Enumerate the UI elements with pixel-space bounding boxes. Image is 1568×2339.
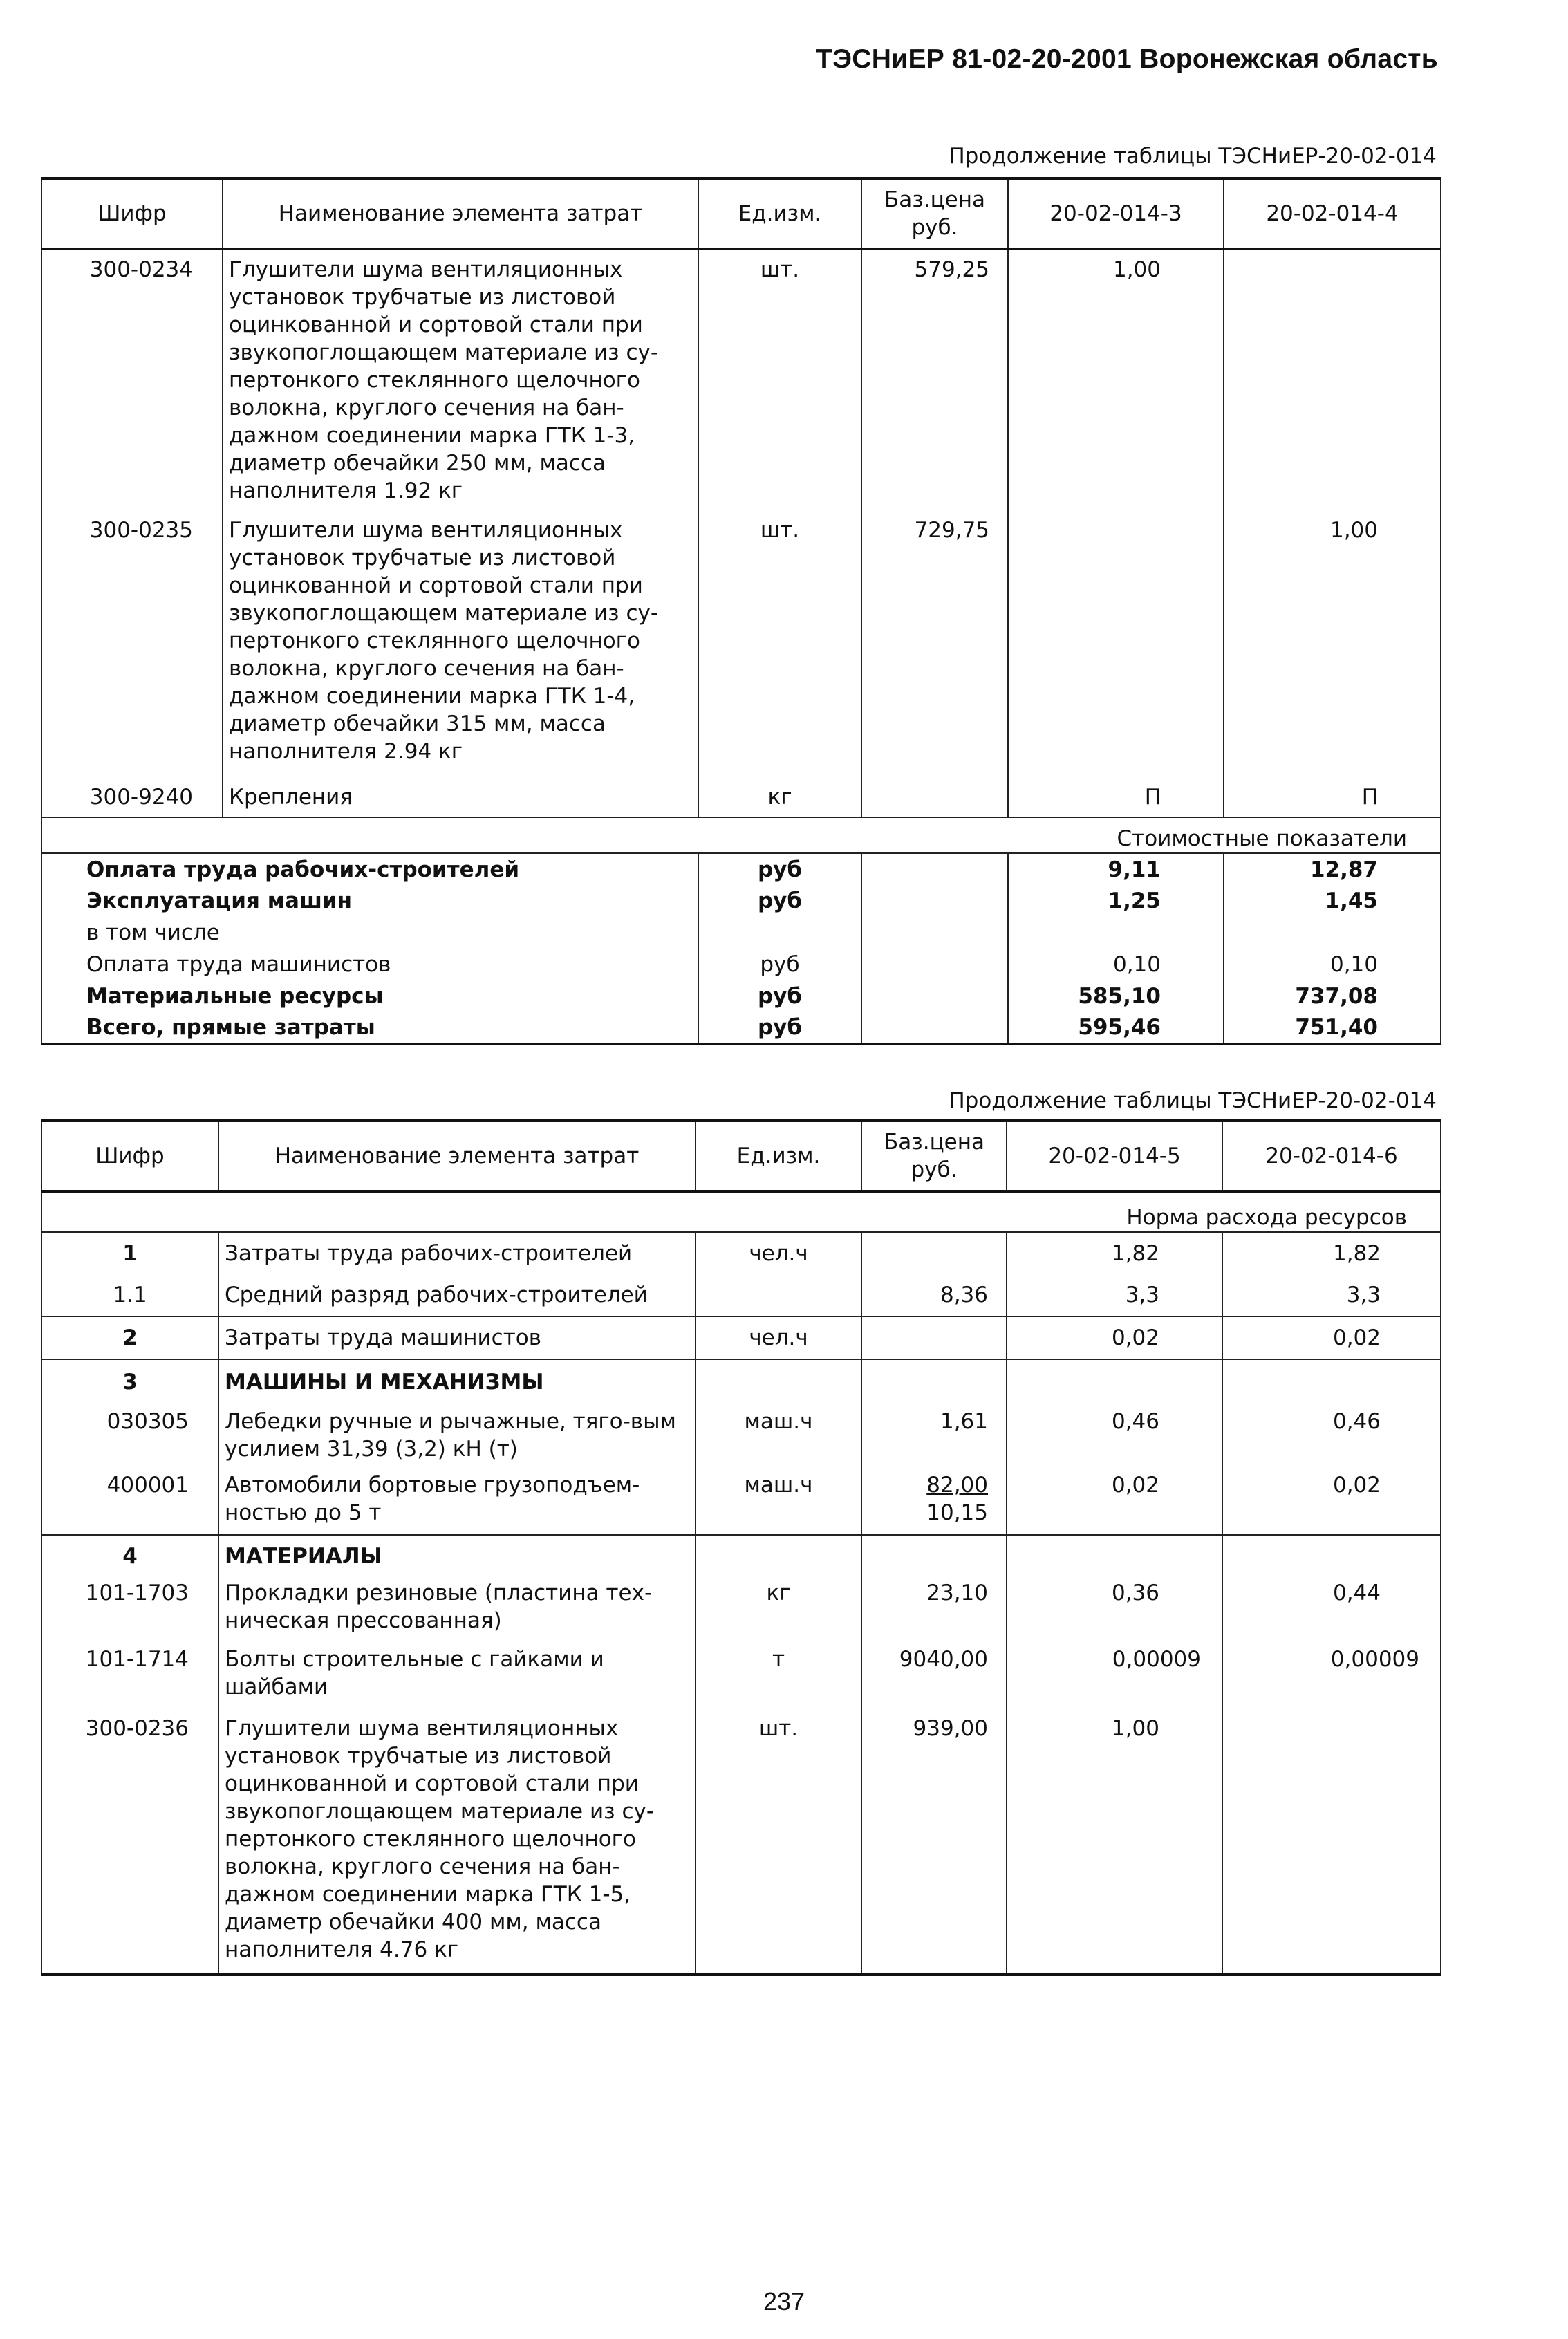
- summary-name: Эксплуатация машин: [41, 885, 698, 917]
- row-value-2: 1,00: [1224, 516, 1441, 783]
- summary-price: [861, 1012, 1008, 1044]
- row-value-1: П: [1008, 783, 1224, 817]
- row-code: 3: [41, 1359, 218, 1404]
- col-header-variant-6: 20-02-014-6: [1222, 1121, 1441, 1191]
- summary-name: Оплата труда машинистов: [41, 949, 698, 980]
- table2-header-row: [41, 1121, 1441, 1191]
- row-unit: [696, 1359, 861, 1404]
- row-value-2: 3,3: [1222, 1274, 1441, 1316]
- summary-row: [41, 980, 1441, 1012]
- row-code: 030305: [41, 1404, 218, 1471]
- row-code: 1.1: [41, 1274, 218, 1316]
- summary-name: Всего, прямые затраты: [41, 1012, 698, 1044]
- summary-row: [41, 1012, 1441, 1044]
- summary-unit: руб: [698, 949, 861, 980]
- table2-caption: Продолжение таблицы ТЭСНиЕР-20-02-014: [949, 1088, 1437, 1113]
- row-value-1: 0,36: [1007, 1576, 1222, 1646]
- row-price: [861, 1471, 1007, 1535]
- row-value-2: [1222, 1535, 1441, 1576]
- table-row: [41, 1316, 1441, 1359]
- table-row: [41, 1404, 1441, 1471]
- col-header-unit: Ед.изм.: [696, 1121, 861, 1191]
- summary-value-2: 1,45: [1224, 885, 1441, 917]
- row-code: 400001: [41, 1471, 218, 1535]
- summary-price: [861, 885, 1008, 917]
- row-code: 101-1703: [41, 1576, 218, 1646]
- row-name: Затраты труда машинистов: [218, 1316, 696, 1359]
- row-unit: чел.ч: [696, 1316, 861, 1359]
- row-value-2: [1222, 1359, 1441, 1404]
- table-row: [41, 1535, 1441, 1576]
- summary-value-1: 595,46: [1008, 1012, 1224, 1044]
- row-price: 579,25: [861, 249, 1008, 516]
- row-value-1: 1,82: [1007, 1232, 1222, 1274]
- col-header-code: Шифр: [41, 1121, 218, 1191]
- summary-row: [41, 853, 1441, 885]
- col-header-unit: Ед.изм.: [698, 178, 861, 249]
- row-value-2: 0,02: [1222, 1471, 1441, 1535]
- summary-unit: руб: [698, 980, 861, 1012]
- row-unit: кг: [698, 783, 861, 817]
- summary-value-2: 12,87: [1224, 853, 1441, 885]
- summary-value-2: 737,08: [1224, 980, 1441, 1012]
- section-label-row: [41, 817, 1441, 853]
- section-label: Норма расхода ресурсов: [41, 1191, 1441, 1232]
- summary-unit: руб: [698, 885, 861, 917]
- col-header-name: Наименование элемента затрат: [223, 178, 698, 249]
- summary-price: [861, 980, 1008, 1012]
- table1-caption: Продолжение таблицы ТЭСНиЕР-20-02-014: [949, 144, 1437, 169]
- row-unit: чел.ч: [696, 1232, 861, 1274]
- summary-value-2: 751,40: [1224, 1012, 1441, 1044]
- row-value-2: 1,82: [1222, 1232, 1441, 1274]
- row-price: [861, 1316, 1007, 1359]
- summary-value-1: 0,10: [1008, 949, 1224, 980]
- table-row: [41, 1576, 1441, 1646]
- table1-header-row: [41, 178, 1441, 249]
- summary-unit: [698, 917, 861, 949]
- summary-unit: руб: [698, 1012, 861, 1044]
- col-header-code: Шифр: [41, 178, 223, 249]
- table-row: [41, 1646, 1441, 1715]
- table-row: [41, 1471, 1441, 1535]
- row-code: 2: [41, 1316, 218, 1359]
- summary-value-1: [1008, 917, 1224, 949]
- row-value-1: 0,02: [1007, 1471, 1222, 1535]
- table-row: [41, 1715, 1441, 1975]
- row-name: Затраты труда рабочих-строителей: [218, 1232, 696, 1274]
- row-value-2: 0,02: [1222, 1316, 1441, 1359]
- section-label-row: [41, 1191, 1441, 1232]
- row-value-1: 0,02: [1007, 1316, 1222, 1359]
- row-price: 9040,00: [861, 1646, 1007, 1715]
- row-value-1: [1008, 516, 1224, 783]
- row-price: [861, 783, 1008, 817]
- row-unit: кг: [696, 1576, 861, 1646]
- row-price: [861, 1232, 1007, 1274]
- row-value-2: 0,44: [1222, 1576, 1441, 1646]
- row-code: 300-0234: [41, 249, 223, 516]
- group-heading: МАШИНЫ И МЕХАНИЗМЫ: [218, 1359, 696, 1404]
- summary-row: [41, 885, 1441, 917]
- row-code: 101-1714: [41, 1646, 218, 1715]
- table-row: [41, 783, 1441, 817]
- row-name: Лебедки ручные и рычажные, тяго-вым усилием 31,39 (3,2) кН (т): [218, 1404, 696, 1471]
- document-header-title: ТЭСНиЕР 81-02-20-2001 Воронежская область: [816, 44, 1438, 74]
- row-name: Глушители шума вентиляционных установок трубчатые из листовой оцинкованной и сортовой стали при звукопоглощающем материале из су-пертонкого стеклянного щелочного волокна, круглого сечения на бан-дажном соединении марка ГТК 1-4, диаметр обечайки 315 мм, масса наполнителя 2.94 кг: [223, 516, 698, 783]
- row-name: Болты строительные с гайками и шайбами: [218, 1646, 696, 1715]
- row-code: 300-0236: [41, 1715, 218, 1975]
- row-name: Средний разряд рабочих-строителей: [218, 1274, 696, 1316]
- row-unit: шт.: [696, 1715, 861, 1975]
- summary-value-1: 585,10: [1008, 980, 1224, 1012]
- summary-price: [861, 917, 1008, 949]
- row-code: 4: [41, 1535, 218, 1576]
- summary-unit: руб: [698, 853, 861, 885]
- col-header-name: Наименование элемента затрат: [218, 1121, 696, 1191]
- table1: [41, 177, 1441, 1045]
- row-name: Глушители шума вентиляционных установок трубчатые из листовой оцинкованной и сортовой стали при звукопоглощающем материале из су-пертонкого стеклянного щелочного волокна, круглого сечения на бан-дажном соединении марка ГТК 1-5, диаметр обечайки 400 мм, масса наполнителя 4.76 кг: [218, 1715, 696, 1975]
- row-price: 8,36: [861, 1274, 1007, 1316]
- col-header-variant-4: 20-02-014-4: [1224, 178, 1441, 249]
- row-price: [861, 1535, 1007, 1576]
- row-value-1: 0,00009: [1007, 1646, 1222, 1715]
- table-row: [41, 249, 1441, 516]
- row-unit: маш.ч: [696, 1471, 861, 1535]
- summary-row: [41, 917, 1441, 949]
- row-price: 1,61: [861, 1404, 1007, 1471]
- row-price: 23,10: [861, 1576, 1007, 1646]
- col-header-variant-3: 20-02-014-3: [1008, 178, 1224, 249]
- table2: [41, 1119, 1441, 1976]
- page-number: 237: [763, 2287, 805, 2315]
- summary-value-2: 0,10: [1224, 949, 1441, 980]
- row-value-1: 1,00: [1007, 1715, 1222, 1975]
- row-value-2: 0,00009: [1222, 1646, 1441, 1715]
- table-row: [41, 1359, 1441, 1404]
- row-unit: шт.: [698, 249, 861, 516]
- row-code: 300-0235: [41, 516, 223, 783]
- table-row: [41, 516, 1441, 783]
- row-price: 729,75: [861, 516, 1008, 783]
- summary-row: [41, 949, 1441, 980]
- summary-name: Оплата труда рабочих-строителей: [41, 853, 698, 885]
- row-code: 300-9240: [41, 783, 223, 817]
- row-value-1: 0,46: [1007, 1404, 1222, 1471]
- row-value-1: 1,00: [1008, 249, 1224, 516]
- row-value-2: 0,46: [1222, 1404, 1441, 1471]
- summary-value-2: [1224, 917, 1441, 949]
- row-unit: [696, 1274, 861, 1316]
- row-unit: шт.: [698, 516, 861, 783]
- row-code: 1: [41, 1232, 218, 1274]
- group-heading: МАТЕРИАЛЫ: [218, 1535, 696, 1576]
- row-value-2: [1222, 1715, 1441, 1975]
- summary-name: Материальные ресурсы: [41, 980, 698, 1012]
- summary-price: [861, 853, 1008, 885]
- col-header-variant-5: 20-02-014-5: [1007, 1121, 1222, 1191]
- row-value-2: П: [1224, 783, 1441, 817]
- table-row: [41, 1274, 1441, 1316]
- row-unit: т: [696, 1646, 861, 1715]
- row-value-2: [1224, 249, 1441, 516]
- summary-value-1: 1,25: [1008, 885, 1224, 917]
- row-value-1: [1007, 1535, 1222, 1576]
- row-price-primary: 82,00: [926, 1473, 988, 1498]
- row-price: 939,00: [861, 1715, 1007, 1975]
- col-header-price: Баз.цена руб.: [861, 1121, 1007, 1191]
- row-name: Крепления: [223, 783, 698, 817]
- row-name: Прокладки резиновые (пластина тех-ническая прессованная): [218, 1576, 696, 1646]
- row-name: Автомобили бортовые грузоподъем-ностью до 5 т: [218, 1471, 696, 1535]
- section-label: Стоимостные показатели: [41, 817, 1441, 853]
- summary-price: [861, 949, 1008, 980]
- summary-name: в том числе: [41, 917, 698, 949]
- row-unit: [696, 1535, 861, 1576]
- row-price: [861, 1359, 1007, 1404]
- col-header-price: Баз.цена руб.: [861, 178, 1008, 249]
- row-price-secondary: 10,15: [926, 1500, 988, 1525]
- row-name: Глушители шума вентиляционных установок трубчатые из листовой оцинкованной и сортовой стали при звукопоглощающем материале из су-пертонкого стеклянного щелочного волокна, круглого сечения на бан-дажном соединении марка ГТК 1-3, диаметр обечайки 250 мм, масса наполнителя 1.92 кг: [223, 249, 698, 516]
- table-row: [41, 1232, 1441, 1274]
- summary-value-1: 9,11: [1008, 853, 1224, 885]
- row-unit: маш.ч: [696, 1404, 861, 1471]
- row-value-1: [1007, 1359, 1222, 1404]
- row-value-1: 3,3: [1007, 1274, 1222, 1316]
